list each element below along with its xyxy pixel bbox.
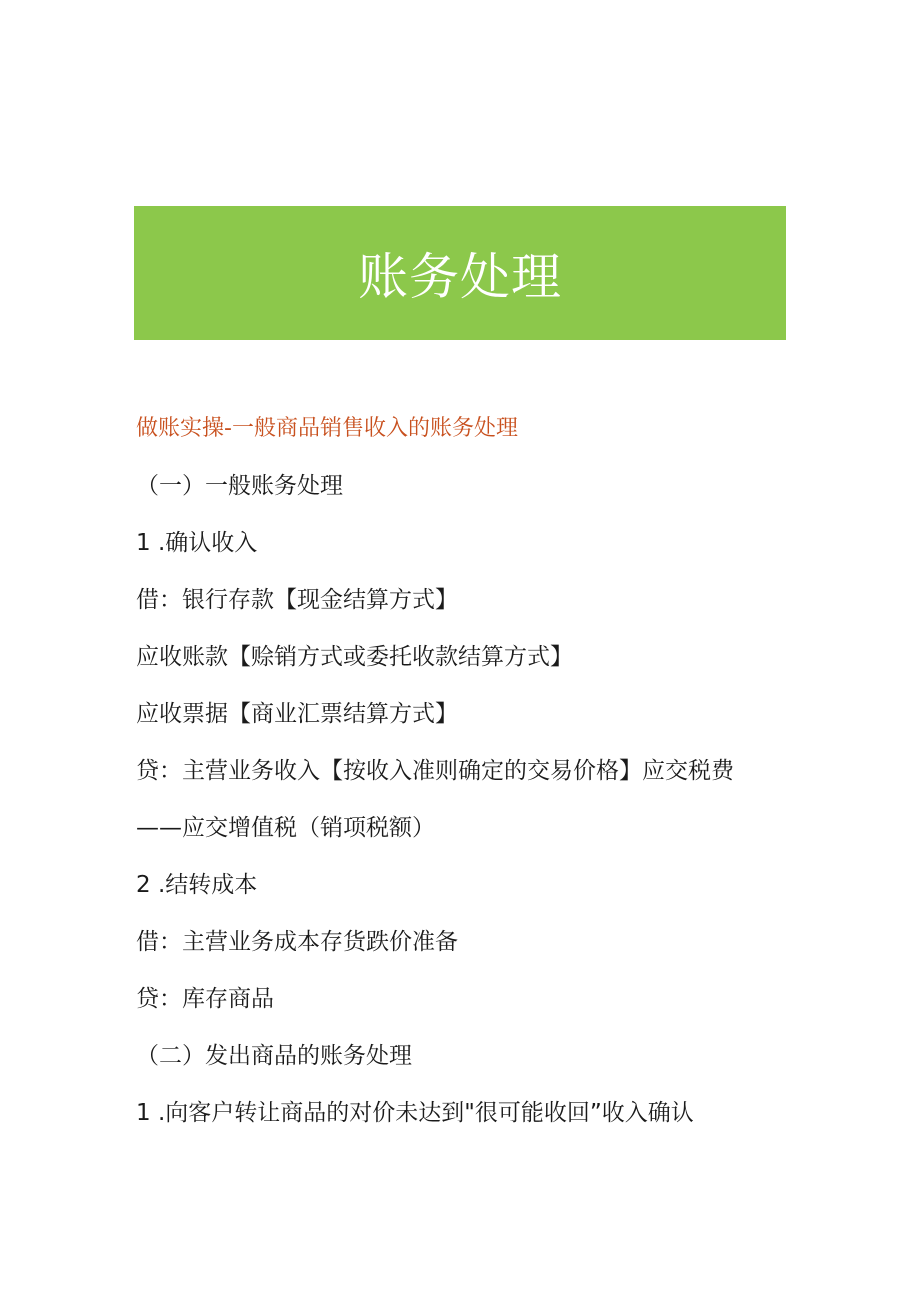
debit-main-cost: 借：主营业务成本存货跌价准备 <box>136 929 458 955</box>
step-confirm-revenue: 1 .确认收入 <box>136 530 258 556</box>
accounts-receivable: 应收账款【赊销方式或委托收款结算方式】 <box>136 644 573 670</box>
section-title: 做账实操-一般商品销售收入的账务处理 <box>136 416 518 441</box>
title-banner <box>134 206 786 340</box>
banner-title: 账务处理 <box>358 248 562 306</box>
vat-output-tax: ——应交增值税（销项税额） <box>136 815 435 841</box>
debit-bank-deposit: 借：银行存款【现金结算方式】 <box>136 587 458 613</box>
heading-goods-shipped: （二）发出商品的账务处理 <box>136 1043 412 1069</box>
credit-inventory: 贷：库存商品 <box>136 986 274 1012</box>
heading-general-treatment: （一）一般账务处理 <box>136 473 343 499</box>
notes-receivable: 应收票据【商业汇票结算方式】 <box>136 701 458 727</box>
credit-main-revenue: 贷：主营业务收入【按收入准则确定的交易价格】应交税费 <box>136 758 734 784</box>
step-carry-forward-cost: 2 .结转成本 <box>136 872 258 898</box>
step-consideration-not-probable: 1 .向客户转让商品的对价未达到"很可能收回”收入确认 <box>136 1100 694 1126</box>
